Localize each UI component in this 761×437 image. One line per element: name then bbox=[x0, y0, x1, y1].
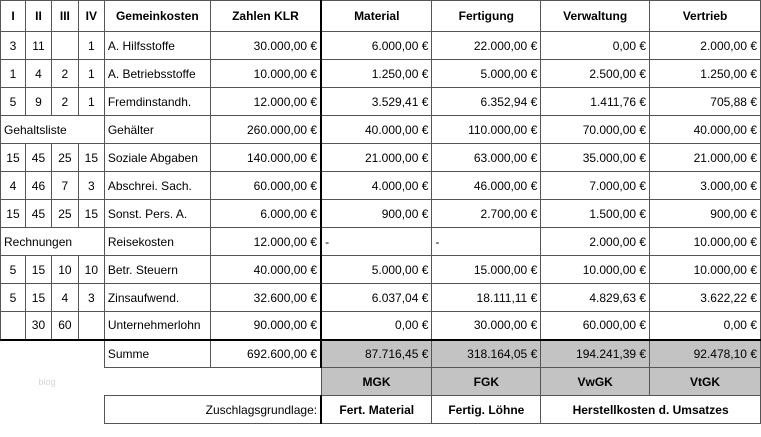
allocation-cell: 6.037,04 € bbox=[321, 284, 432, 312]
cost-type-cell: A. Betriebsstoffe bbox=[104, 60, 210, 88]
empty-cell bbox=[104, 368, 210, 396]
table-row bbox=[1, 116, 761, 144]
klr-amount-cell: 32.600,00 € bbox=[210, 284, 321, 312]
table-row bbox=[1, 32, 761, 60]
allocation-cell: 60.000,00 € bbox=[541, 312, 650, 340]
allocation-cell: 1.250,00 € bbox=[650, 60, 761, 88]
allocation-cell: 35.000,00 € bbox=[541, 144, 650, 172]
key-cell: 45 bbox=[25, 144, 51, 172]
header-verwaltung: Verwaltung bbox=[541, 1, 650, 32]
key-cell: 45 bbox=[25, 200, 51, 228]
allocation-cell: 18.111,11 € bbox=[432, 284, 541, 312]
cost-type-cell: Unternehmerlohn bbox=[104, 312, 210, 340]
overhead-abbrev: VtGK bbox=[650, 368, 761, 396]
empty-cell bbox=[1, 396, 105, 424]
summe-row bbox=[1, 340, 761, 368]
klr-amount-cell: 140.000,00 € bbox=[210, 144, 321, 172]
table-row bbox=[1, 256, 761, 284]
cost-type-cell: Soziale Abgaben bbox=[104, 144, 210, 172]
summe-value: 318.164,05 € bbox=[432, 340, 541, 368]
allocation-cell: 21.000,00 € bbox=[321, 144, 432, 172]
header-roman-4: IV bbox=[78, 1, 104, 32]
header-roman-1: I bbox=[1, 1, 26, 32]
key-cell: 1 bbox=[1, 60, 26, 88]
key-cell: 1 bbox=[78, 60, 104, 88]
allocation-cell: 900,00 € bbox=[321, 200, 432, 228]
cost-type-cell: Betr. Steuern bbox=[104, 256, 210, 284]
allocation-cell: 2.000,00 € bbox=[650, 32, 761, 60]
key-cell: 2 bbox=[51, 88, 78, 116]
klr-amount-cell: 12.000,00 € bbox=[210, 88, 321, 116]
allocation-cell: 22.000,00 € bbox=[432, 32, 541, 60]
allocation-cell: 705,88 € bbox=[650, 88, 761, 116]
table-row bbox=[1, 172, 761, 200]
table-row bbox=[1, 144, 761, 172]
key-cell: 9 bbox=[25, 88, 51, 116]
allocation-cell: 40.000,00 € bbox=[321, 116, 432, 144]
klr-amount-cell: 40.000,00 € bbox=[210, 256, 321, 284]
key-cell: 15 bbox=[78, 200, 104, 228]
cost-type-cell: Gehälter bbox=[104, 116, 210, 144]
overhead-abbrev: VwGK bbox=[541, 368, 650, 396]
allocation-cell: 0,00 € bbox=[541, 32, 650, 60]
header-zahlen-klr: Zahlen KLR bbox=[210, 1, 321, 32]
allocation-cell: 1.500,00 € bbox=[541, 200, 650, 228]
basis-herstellkosten: Herstellkosten d. Umsatzes bbox=[541, 396, 761, 424]
cost-source-label: Rechnungen bbox=[1, 228, 105, 256]
cost-type-cell: Fremdinstandh. bbox=[104, 88, 210, 116]
header-fertigung: Fertigung bbox=[432, 1, 541, 32]
allocation-cell: 1.250,00 € bbox=[321, 60, 432, 88]
allocation-cell: 1.411,76 € bbox=[541, 88, 650, 116]
watermark: blog bbox=[38, 376, 56, 387]
allocation-cell: 7.000,00 € bbox=[541, 172, 650, 200]
header-vertrieb: Vertrieb bbox=[650, 1, 761, 32]
header-gemeinkosten: Gemeinkosten bbox=[104, 1, 210, 32]
key-cell bbox=[78, 312, 104, 340]
allocation-cell: 30.000,00 € bbox=[432, 312, 541, 340]
allocation-cell: 900,00 € bbox=[650, 200, 761, 228]
abbrev-row bbox=[1, 368, 761, 396]
allocation-cell: 6.352,94 € bbox=[432, 88, 541, 116]
allocation-cell: 3.622,22 € bbox=[650, 284, 761, 312]
klr-amount-cell: 6.000,00 € bbox=[210, 200, 321, 228]
table-row bbox=[1, 200, 761, 228]
summe-value: 194.241,39 € bbox=[541, 340, 650, 368]
key-cell: 15 bbox=[78, 144, 104, 172]
key-cell: 15 bbox=[25, 256, 51, 284]
cost-type-cell: Zinsaufwend. bbox=[104, 284, 210, 312]
allocation-cell: 2.000,00 € bbox=[541, 228, 650, 256]
key-cell: 5 bbox=[1, 284, 26, 312]
key-cell bbox=[51, 32, 78, 60]
key-cell: 5 bbox=[1, 256, 26, 284]
key-cell: 25 bbox=[51, 200, 78, 228]
allocation-cell: - bbox=[432, 228, 541, 256]
key-cell: 3 bbox=[1, 32, 26, 60]
key-cell bbox=[1, 312, 26, 340]
allocation-cell: 2.500,00 € bbox=[541, 60, 650, 88]
key-cell: 15 bbox=[1, 144, 26, 172]
summe-value: 87.716,45 € bbox=[321, 340, 432, 368]
allocation-cell: 10.000,00 € bbox=[650, 228, 761, 256]
allocation-cell: 46.000,00 € bbox=[432, 172, 541, 200]
allocation-cell: 5.000,00 € bbox=[432, 60, 541, 88]
allocation-cell: 0,00 € bbox=[321, 312, 432, 340]
klr-amount-cell: 12.000,00 € bbox=[210, 228, 321, 256]
allocation-cell: 0,00 € bbox=[650, 312, 761, 340]
empty-cell bbox=[210, 368, 321, 396]
allocation-cell: 10.000,00 € bbox=[650, 256, 761, 284]
allocation-cell: 5.000,00 € bbox=[321, 256, 432, 284]
basis-row bbox=[1, 396, 761, 424]
klr-amount-cell: 260.000,00 € bbox=[210, 116, 321, 144]
summe-label: Summe bbox=[104, 340, 210, 368]
cost-type-cell: Abschrei. Sach. bbox=[104, 172, 210, 200]
klr-amount-cell: 30.000,00 € bbox=[210, 32, 321, 60]
cost-type-cell: A. Hilfsstoffe bbox=[104, 32, 210, 60]
key-cell: 3 bbox=[78, 172, 104, 200]
empty-cell bbox=[1, 340, 105, 368]
header-roman-2: II bbox=[25, 1, 51, 32]
key-cell: 11 bbox=[25, 32, 51, 60]
header-roman-3: III bbox=[51, 1, 78, 32]
allocation-cell: 40.000,00 € bbox=[650, 116, 761, 144]
table-row bbox=[1, 88, 761, 116]
allocation-cell: 63.000,00 € bbox=[432, 144, 541, 172]
cost-source-label: Gehaltsliste bbox=[1, 116, 105, 144]
key-cell: 5 bbox=[1, 88, 26, 116]
klr-amount-cell: 90.000,00 € bbox=[210, 312, 321, 340]
cost-type-cell: Reisekosten bbox=[104, 228, 210, 256]
key-cell: 10 bbox=[51, 256, 78, 284]
allocation-cell: 3.529,41 € bbox=[321, 88, 432, 116]
key-cell: 7 bbox=[51, 172, 78, 200]
allocation-cell: 4.000,00 € bbox=[321, 172, 432, 200]
allocation-cell: 15.000,00 € bbox=[432, 256, 541, 284]
allocation-cell: 10.000,00 € bbox=[541, 256, 650, 284]
allocation-cell: 21.000,00 € bbox=[650, 144, 761, 172]
cost-type-cell: Sonst. Pers. A. bbox=[104, 200, 210, 228]
basis-label: Zuschlagsgrundlage: bbox=[104, 396, 321, 424]
key-cell: 4 bbox=[51, 284, 78, 312]
allocation-cell: 70.000,00 € bbox=[541, 116, 650, 144]
key-cell: 1 bbox=[78, 88, 104, 116]
key-cell: 25 bbox=[51, 144, 78, 172]
key-cell: 10 bbox=[78, 256, 104, 284]
key-cell: 3 bbox=[78, 284, 104, 312]
key-cell: 2 bbox=[51, 60, 78, 88]
key-cell: 4 bbox=[25, 60, 51, 88]
table-row bbox=[1, 60, 761, 88]
key-cell: 4 bbox=[1, 172, 26, 200]
summe-klr: 692.600,00 € bbox=[210, 340, 321, 368]
header-row bbox=[1, 1, 761, 32]
allocation-cell: 4.829,63 € bbox=[541, 284, 650, 312]
allocation-cell: 6.000,00 € bbox=[321, 32, 432, 60]
basis-material: Fert. Material bbox=[321, 396, 432, 424]
allocation-cell: 3.000,00 € bbox=[650, 172, 761, 200]
key-cell: 46 bbox=[25, 172, 51, 200]
allocation-cell: 110.000,00 € bbox=[432, 116, 541, 144]
key-cell: 1 bbox=[78, 32, 104, 60]
key-cell: 30 bbox=[25, 312, 51, 340]
key-cell: 15 bbox=[1, 200, 26, 228]
overhead-abbrev: MGK bbox=[321, 368, 432, 396]
summe-value: 92.478,10 € bbox=[650, 340, 761, 368]
header-material: Material bbox=[321, 1, 432, 32]
klr-amount-cell: 10.000,00 € bbox=[210, 60, 321, 88]
klr-amount-cell: 60.000,00 € bbox=[210, 172, 321, 200]
table-row bbox=[1, 284, 761, 312]
overhead-abbrev: FGK bbox=[432, 368, 541, 396]
allocation-cell: 2.700,00 € bbox=[432, 200, 541, 228]
key-cell: 15 bbox=[25, 284, 51, 312]
allocation-cell: - bbox=[321, 228, 432, 256]
key-cell: 60 bbox=[51, 312, 78, 340]
table-row bbox=[1, 312, 761, 340]
basis-fertigung: Fertig. Löhne bbox=[432, 396, 541, 424]
table-row bbox=[1, 228, 761, 256]
